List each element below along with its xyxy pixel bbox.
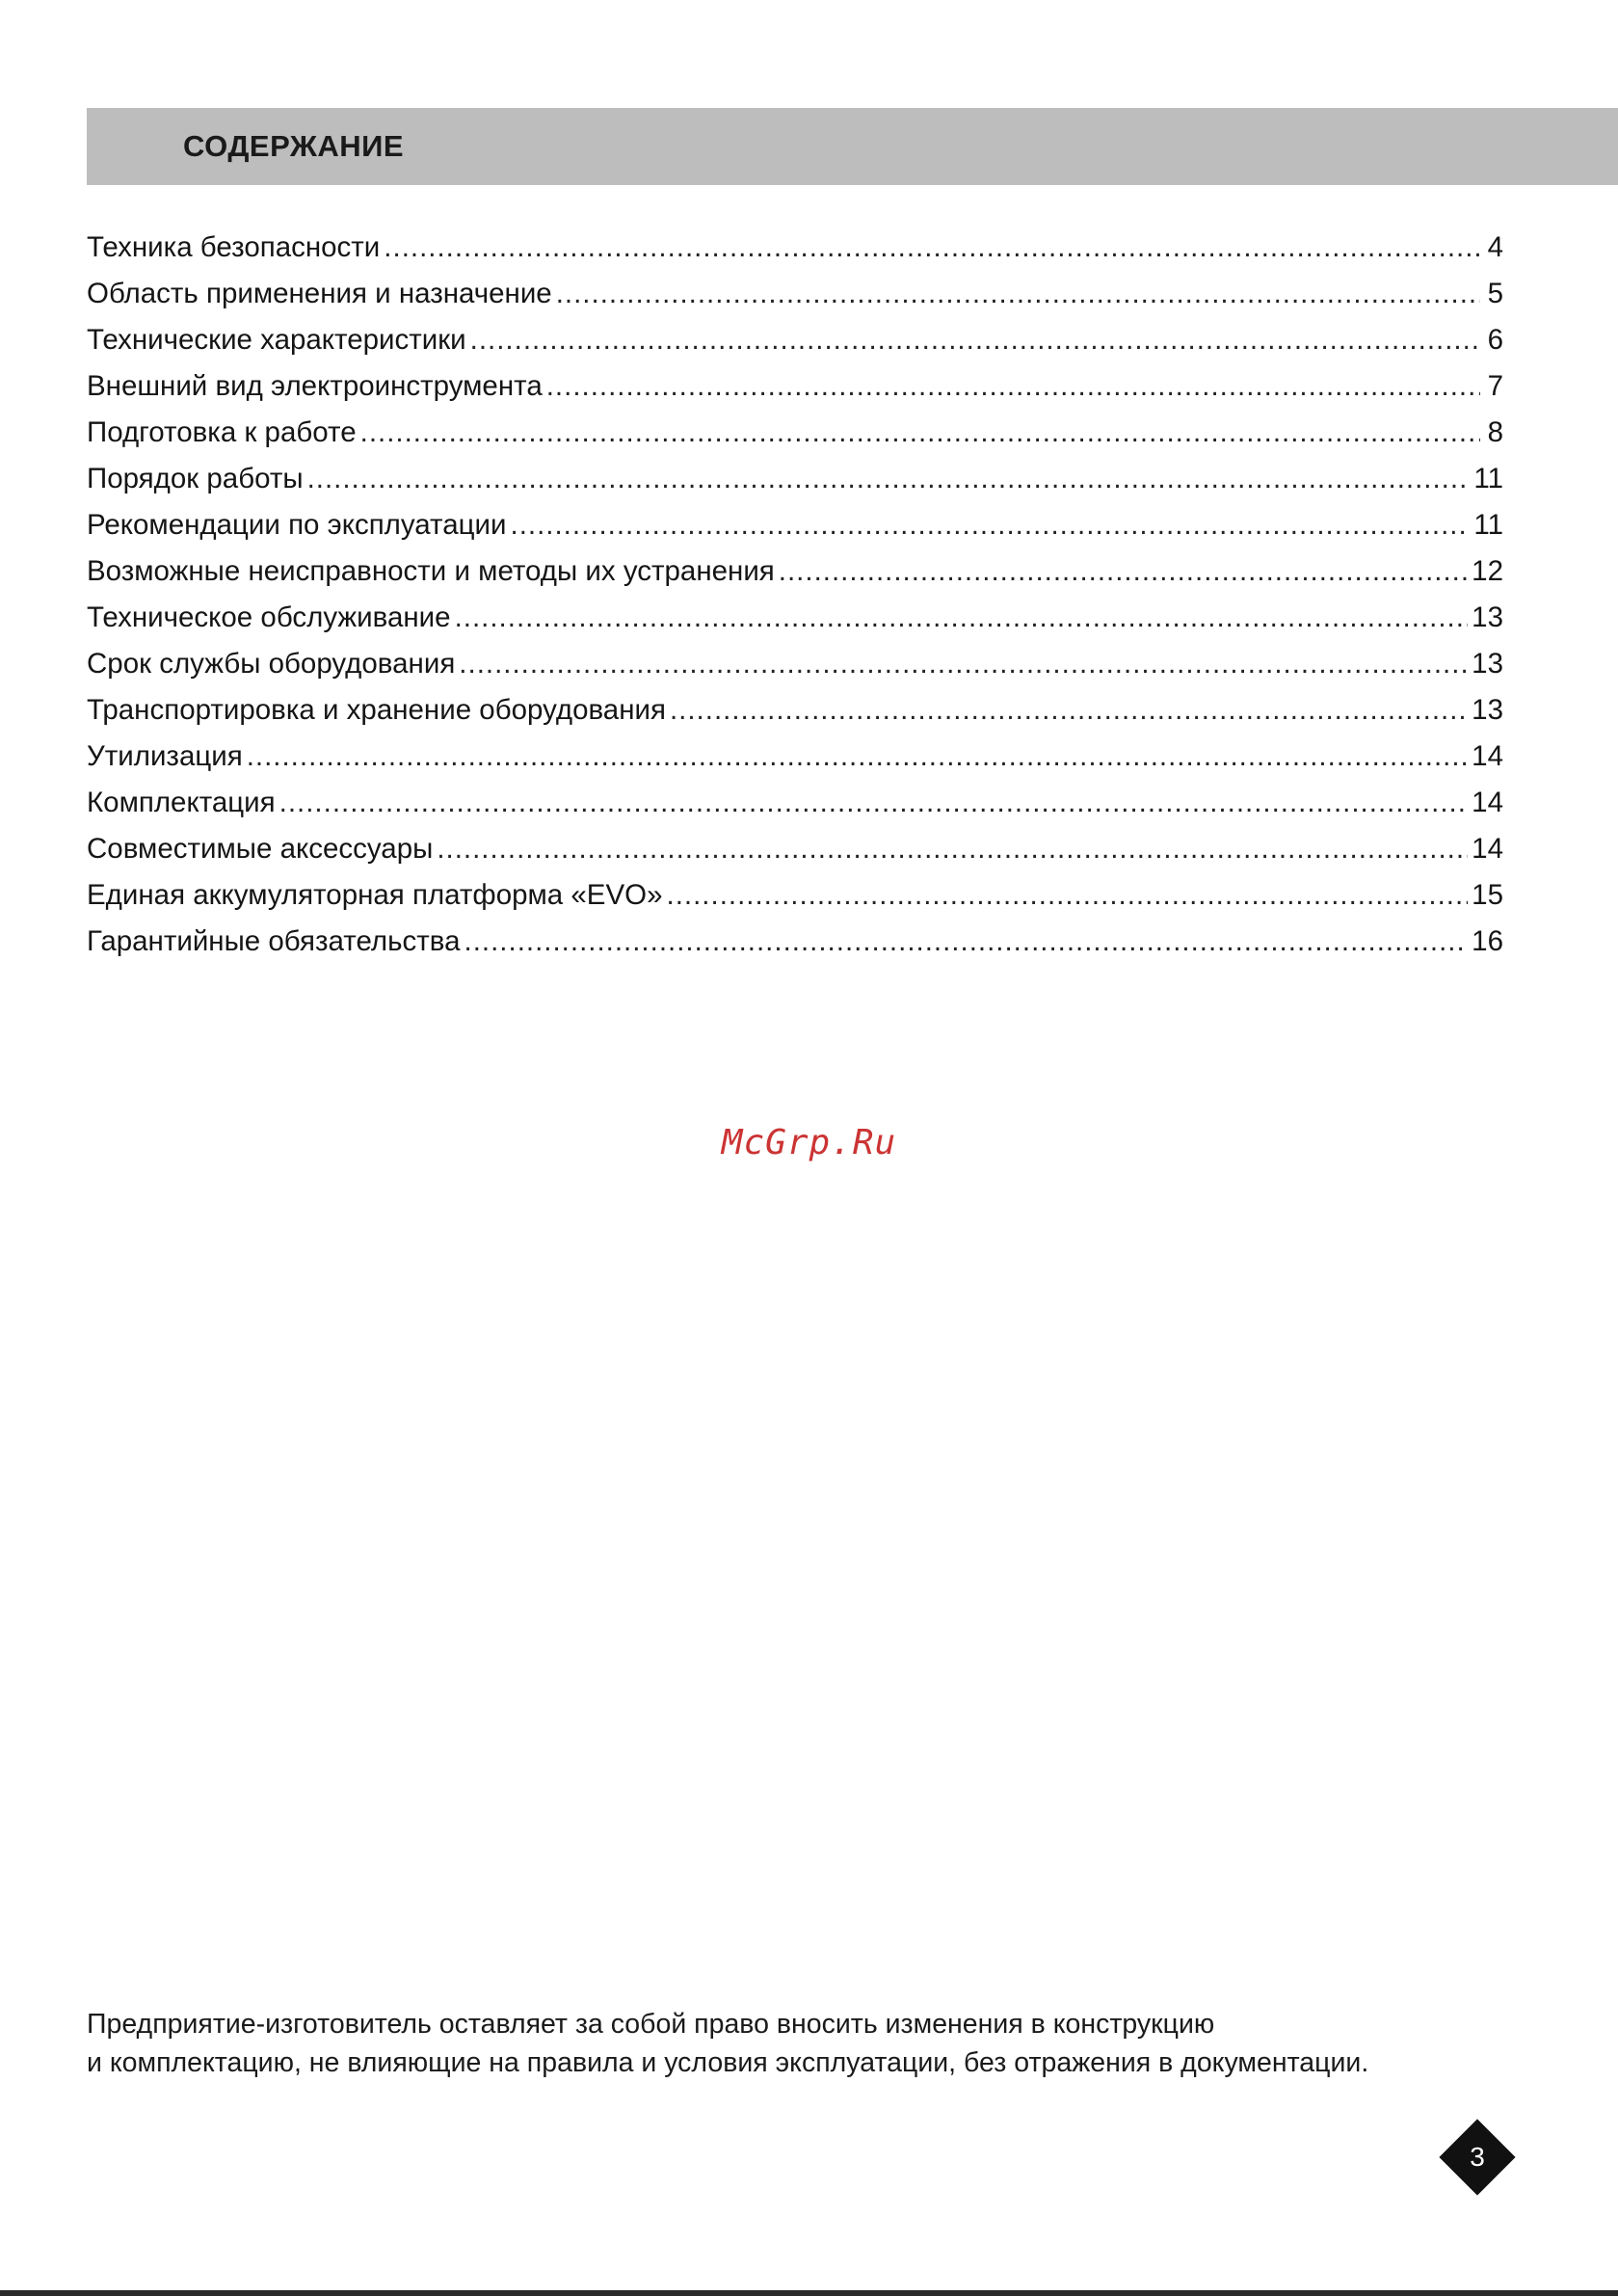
table-of-contents: [87, 231, 1503, 972]
toc-item[interactable]: [87, 925, 1503, 972]
toc-item-page: 6: [1487, 324, 1503, 356]
toc-item-page: 12: [1472, 555, 1503, 587]
toc-dot-leader: [459, 648, 1468, 681]
toc-item-title: Комплектация: [87, 787, 276, 818]
toc-item-title: Гарантийные обязательства: [87, 925, 461, 957]
toc-dot-leader: [384, 231, 1480, 264]
toc-dot-leader: [667, 879, 1469, 912]
toc-dot-leader: [556, 278, 1480, 310]
toc-dot-leader: [470, 324, 1480, 357]
toc-item[interactable]: [87, 740, 1503, 787]
page-number-badge: [1439, 2119, 1516, 2196]
toc-item-page: 16: [1472, 925, 1503, 957]
toc-item-title: Транспортировка и хранение оборудования: [87, 694, 666, 726]
toc-item-page: 15: [1472, 879, 1503, 911]
toc-dot-leader: [670, 694, 1468, 727]
toc-item-page: 14: [1472, 833, 1503, 865]
toc-item-page: 8: [1487, 416, 1503, 448]
toc-dot-leader: [779, 555, 1468, 588]
toc-dot-leader: [511, 509, 1471, 542]
toc-item[interactable]: [87, 879, 1503, 925]
toc-item-title: Срок службы оборудования: [87, 648, 456, 680]
toc-item-title: Возможные неисправности и методы их устранения: [87, 555, 775, 587]
toc-item[interactable]: [87, 694, 1503, 740]
toc-item-page: 5: [1487, 278, 1503, 309]
toc-dot-leader: [464, 925, 1469, 958]
toc-item-title: Область применения и назначение: [87, 278, 552, 309]
toc-item-page: 11: [1473, 463, 1503, 494]
toc-item[interactable]: [87, 416, 1503, 463]
toc-item[interactable]: [87, 601, 1503, 648]
toc-item-title: Подготовка к работе: [87, 416, 357, 448]
toc-item-title: Единая аккумуляторная платформа «EVO»: [87, 879, 663, 911]
toc-dot-leader: [437, 833, 1468, 866]
toc-item-page: 14: [1472, 740, 1503, 772]
toc-dot-leader: [279, 787, 1469, 819]
toc-item-page: 13: [1472, 648, 1503, 680]
bottom-edge-rule: [0, 2290, 1618, 2296]
toc-item[interactable]: [87, 463, 1503, 509]
manufacturer-disclaimer: [87, 2005, 1552, 2082]
toc-dot-leader: [546, 370, 1480, 403]
toc-item[interactable]: [87, 370, 1503, 416]
toc-item-title: Порядок работы: [87, 463, 304, 494]
toc-item-page: 4: [1487, 231, 1503, 263]
contents-title: СОДЕРЖАНИЕ: [183, 129, 405, 163]
toc-item-page: 7: [1487, 370, 1503, 402]
page-number: 3: [1470, 2142, 1485, 2172]
toc-dot-leader: [455, 601, 1469, 634]
watermark-text: McGrp.Ru: [721, 1123, 897, 1162]
toc-item-page: 13: [1472, 694, 1503, 726]
toc-item-title: Внешний вид электроинструмента: [87, 370, 543, 402]
toc-item-title: Рекомендации по эксплуатации: [87, 509, 507, 541]
toc-item-page: 13: [1472, 601, 1503, 633]
toc-item[interactable]: [87, 833, 1503, 879]
toc-dot-leader: [360, 416, 1480, 449]
toc-item[interactable]: [87, 787, 1503, 833]
toc-dot-leader: [247, 740, 1468, 773]
toc-item[interactable]: [87, 278, 1503, 324]
contents-header-bar: [87, 108, 1618, 185]
toc-item-title: Техника безопасности: [87, 231, 381, 263]
toc-item[interactable]: [87, 324, 1503, 370]
toc-item-title: Техническое обслуживание: [87, 601, 451, 633]
toc-item-title: Совместимые аксессуары: [87, 833, 434, 865]
toc-item[interactable]: [87, 509, 1503, 555]
toc-dot-leader: [307, 463, 1471, 495]
toc-item-title: Утилизация: [87, 740, 243, 772]
disclaimer-line-1: Предприятие-изготовитель оставляет за собой право вносить изменения в конструкцию: [87, 2009, 1215, 2040]
toc-item-title: Технические характеристики: [87, 324, 466, 356]
toc-item[interactable]: [87, 555, 1503, 601]
toc-item[interactable]: [87, 231, 1503, 278]
toc-item[interactable]: [87, 648, 1503, 694]
toc-item-page: 14: [1472, 787, 1503, 818]
disclaimer-line-2: и комплектацию, не влияющие на правила и условия эксплуатации, без отражения в документации.: [87, 2047, 1369, 2078]
toc-item-page: 11: [1473, 509, 1503, 541]
